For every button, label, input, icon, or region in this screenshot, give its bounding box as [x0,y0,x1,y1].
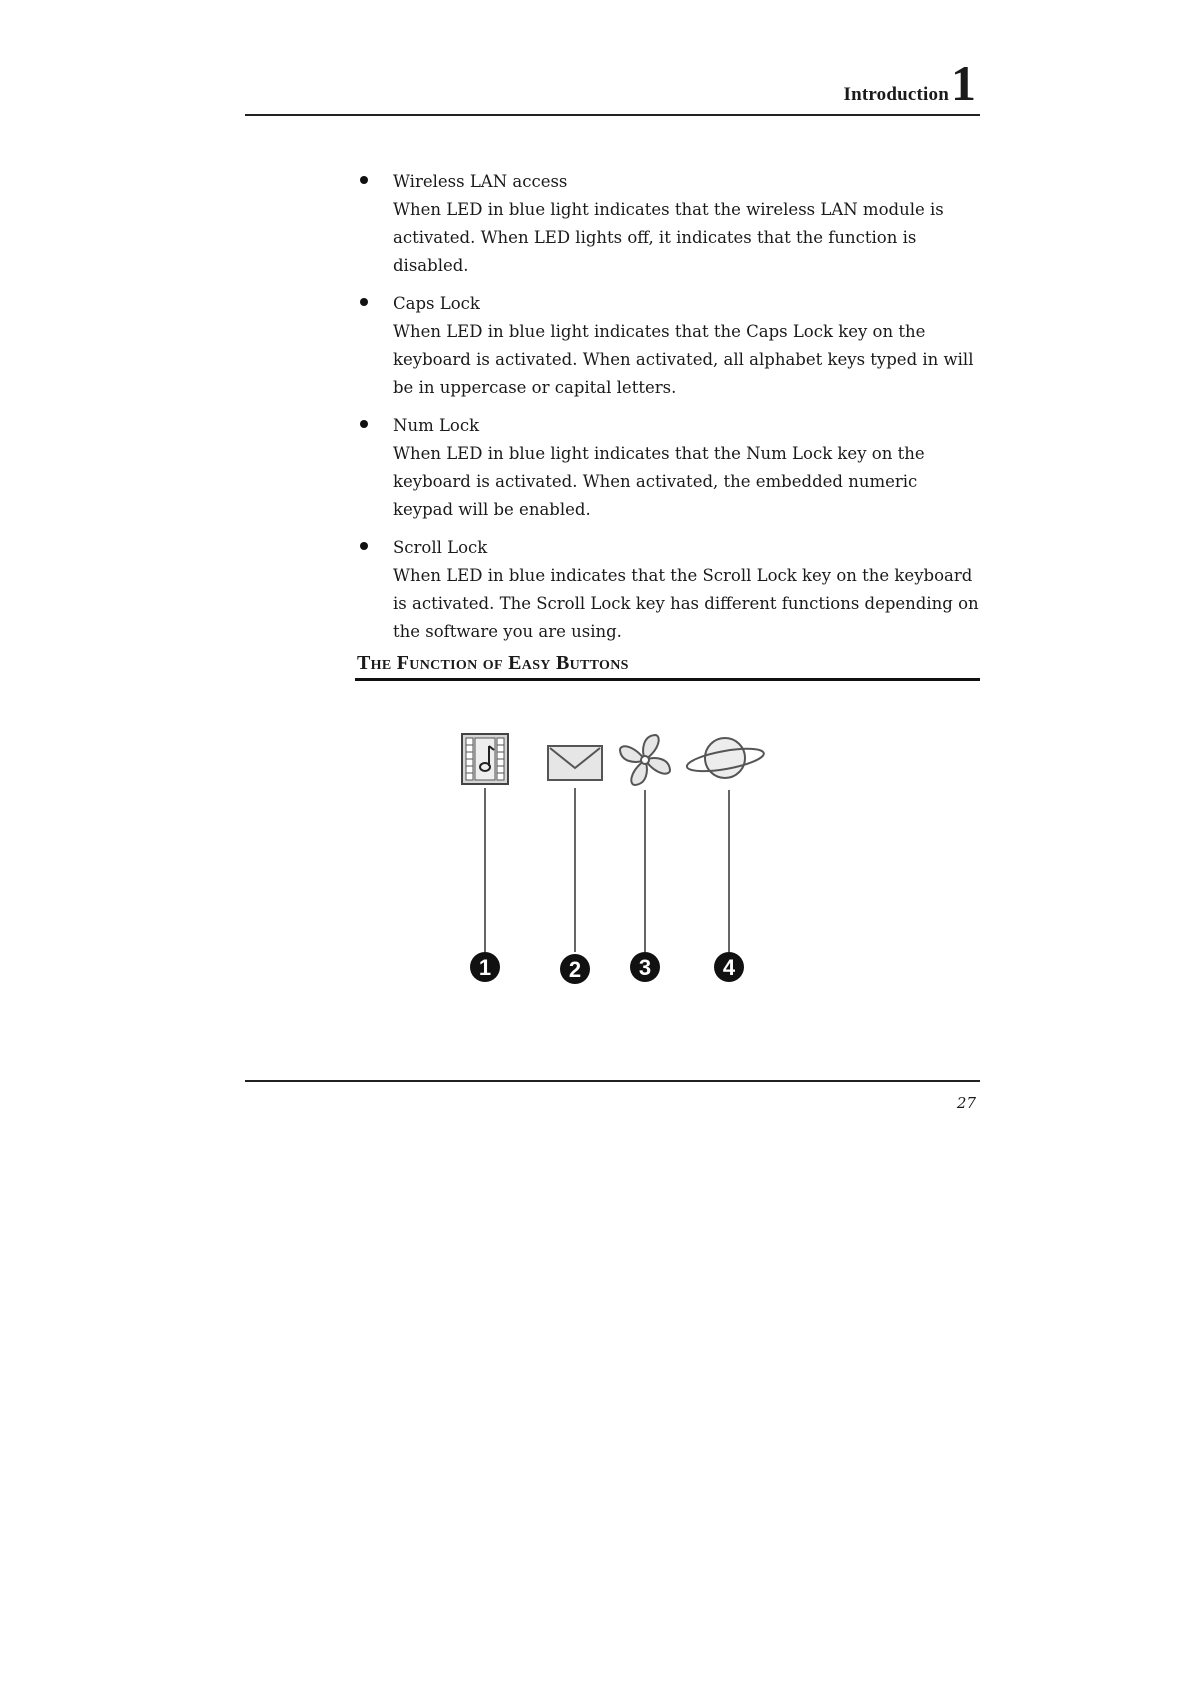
svg-text:1: 1 [478,955,492,980]
chapter-number: 1 [951,55,976,111]
callout-2 [560,954,590,984]
svg-text:2: 2 [568,957,582,982]
callout-1 [470,952,500,982]
section-title: The Function of Easy Buttons [357,652,629,674]
item-body: When LED in blue indicates that the Scroll Lock key on the keyboard is activated. The Scroll Lock key has different functions depending on the software you are using. [393,566,979,641]
chapter-label [843,55,976,111]
item-title: Scroll Lock [393,538,488,557]
list-item [355,412,980,524]
item-body: When LED in blue light indicates that the Num Lock key on the keyboard is activated. When activated, the embedded numeric keypad will be enabled. [393,444,925,519]
fan-icon [620,735,670,785]
bullet-icon [360,420,368,428]
media-film-music-icon [462,734,508,784]
mail-envelope-icon [548,746,602,780]
item-title: Caps Lock [393,294,480,313]
chapter-title: Introduction [843,84,949,105]
item-body: When LED in blue light indicates that the wireless LAN module is activated. When LED lights off, it indicates that the function is disabled. [393,200,944,275]
section-heading [355,648,980,681]
item-title: Num Lock [393,416,480,435]
bullet-icon [360,176,368,184]
svg-text:4: 4 [722,955,736,980]
callout-4 [714,952,744,982]
item-title: Wireless LAN access [393,172,568,191]
bullet-icon [360,298,368,306]
easy-buttons-diagram [440,730,800,1000]
list-item [355,534,980,646]
led-indicator-list [355,168,980,656]
internet-planet-icon [685,738,765,778]
page-header [245,55,980,116]
page-number: 27 [956,1094,976,1112]
callout-3 [630,952,660,982]
page-footer [245,1080,980,1112]
item-body: When LED in blue light indicates that the Caps Lock key on the keyboard is activated. When activated, all alphabet keys typed in will be in uppercase or capital letters. [393,322,974,397]
list-item [355,290,980,402]
svg-text:3: 3 [638,955,652,980]
bullet-icon [360,542,368,550]
list-item [355,168,980,280]
